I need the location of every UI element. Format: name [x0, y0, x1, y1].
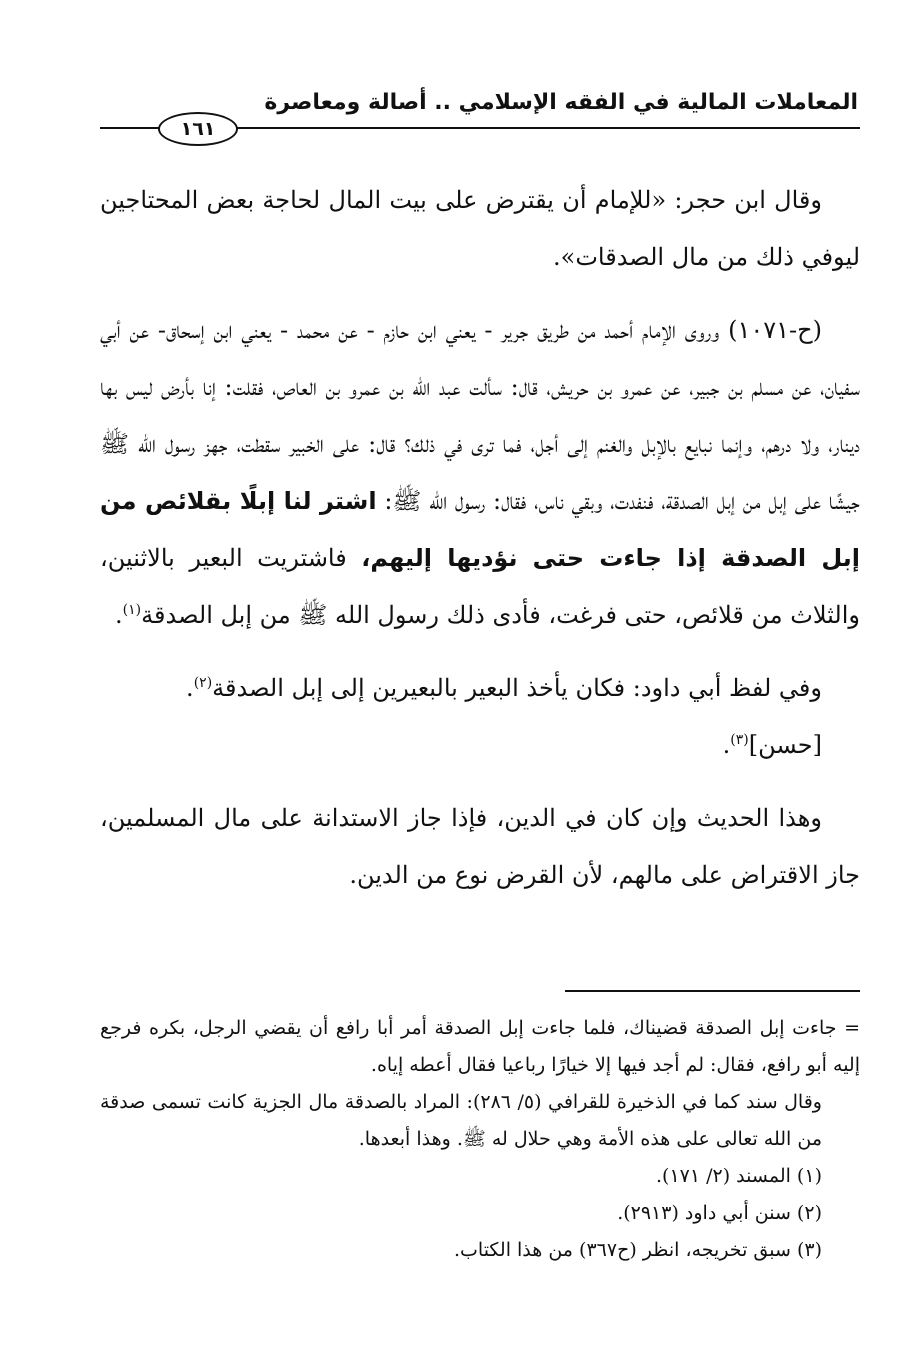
- footnote-3: (٣) سبق تخريجه، انظر (ح٣٦٧) من هذا الكتاب.: [453, 1239, 822, 1261]
- footnote-2: (٢) سنن أبي داود (٢٩١٣).: [617, 1202, 822, 1224]
- abu-dawud-text: وفي لفظ أبي داود: فكان يأخذ البعير بالبعيرين إلى إبل الصدقة: [212, 674, 822, 702]
- body-text: [100, 172, 860, 904]
- hadith-text-part1: (ح-١٠٧١) وروى الإمام أحمد من طريق جرير - يعني ابن حازم - عن محمد - يعني ابن إسحاق- عن أبي سفيان، عن مسلم بن جبير، عن عمرو بن حريش، قال: سألت عبد الله بن عمرو بن العاص، فقلت: إنا بأرض ليس بها دينار، ولا درهم، وإنما نبايع بالإبل والغنم إلى أجل، فما ترى في ذلك؟ قال: على الخبير سقطت، جهز رسول الله ﷺ جيشًا على إبل من إبل الصدقة، فنفدت، وبقي ناس، فقال: رسول الله ﷺ:: [100, 316, 860, 515]
- hadith-text-part2: فاشتريت البعير بالاثنين، والثلاث من قلائص، حتى فرغت، فأدى ذلك رسول الله ﷺ من إبل الصدقة: [100, 544, 860, 629]
- footnote-1: (١) المسند (٢/ ١٧١).: [655, 1165, 822, 1187]
- page-number: ١٦١: [158, 112, 238, 146]
- running-title: المعاملات المالية في الفقه الإسلامي .. أصالة ومعاصرة: [264, 90, 858, 115]
- footnote-continuation-1: = جاءت إبل الصدقة قضيناك، فلما جاءت إبل الصدقة أمر أبا رافع أن يقضي الرجل، بكره فرجع إليه أبو رافع، فقال: لم أجد فيها إلا خيارًا رباعيا فقال أعطه إياه.: [100, 1017, 860, 1076]
- paragraph-ibn-hajar: وقال ابن حجر: «للإمام أن يقترض على بيت المال لحاجة بعض المحتاجين ليوفي ذلك من مال الصدقات».: [100, 186, 860, 271]
- hadith-bold-quote: اشتر لنا إبلًا بقلائص من إبل الصدقة إذا جاءت حتى نؤديها إليهم،: [100, 487, 860, 572]
- footnote-ref-3: (٣): [730, 732, 749, 748]
- hadith-grade: [حسن]: [748, 731, 822, 759]
- footnote-ref-1: (١): [122, 602, 142, 618]
- paragraph-grade: [حسن]$^{(٣)}$.: [722, 731, 822, 759]
- footnotes: [100, 1010, 860, 1269]
- footnote-separator: [565, 990, 860, 992]
- paragraph-conclusion: وهذا الحديث وإن كان في الدين، فإذا جاز الاستدانة على مال المسلمين، جاز الاقتراض على مالهم، لأن القرض نوع من الدين.: [100, 804, 860, 889]
- paragraph-hadith: (ح-١٠٧١) وروى الإمام أحمد من طريق جرير - يعني ابن حازم - عن محمد - يعني ابن إسحاق- عن أبي سفيان، عن مسلم بن جبير، عن عمرو بن حريش، قال: سألت عبد الله بن عمرو بن العاص، فقلت: إنا بأرض ليس بها دينار، ولا درهم، وإنما نبايع بالإبل والغنم إلى أجل، فما ترى في ذلك؟ قال: على الخبير سقطت، جهز رسول الله ﷺ جيشًا على إبل من إبل الصدقة، فنفدت، وبقي ناس، فقال: رسول الله ﷺ: اشتر لنا إبلًا بقلائص من إبل الصدقة إذا جاءت حتى نؤديها إليهم، فاشتريت البعير بالاثنين، والثلاث من قلائص، حتى فرغت، فأدى ذلك رسول الله ﷺ من إبل الصدقة$^{(١)}$.: [100, 316, 860, 629]
- footnote-ref-2: (٢): [193, 675, 213, 691]
- footnote-continuation-2: وقال سند كما في الذخيرة للقرافي (٥/ ٢٨٦): المراد بالصدقة مال الجزية كانت تسمى صدقة من الله تعالى على هذه الأمة وهي حلال له ﷺ. وهذا أبعدها.: [100, 1091, 822, 1150]
- paragraph-abu-dawud: وفي لفظ أبي داود: فكان يأخذ البعير بالبعيرين إلى إبل الصدقة$^{(٢)}$.: [186, 674, 822, 702]
